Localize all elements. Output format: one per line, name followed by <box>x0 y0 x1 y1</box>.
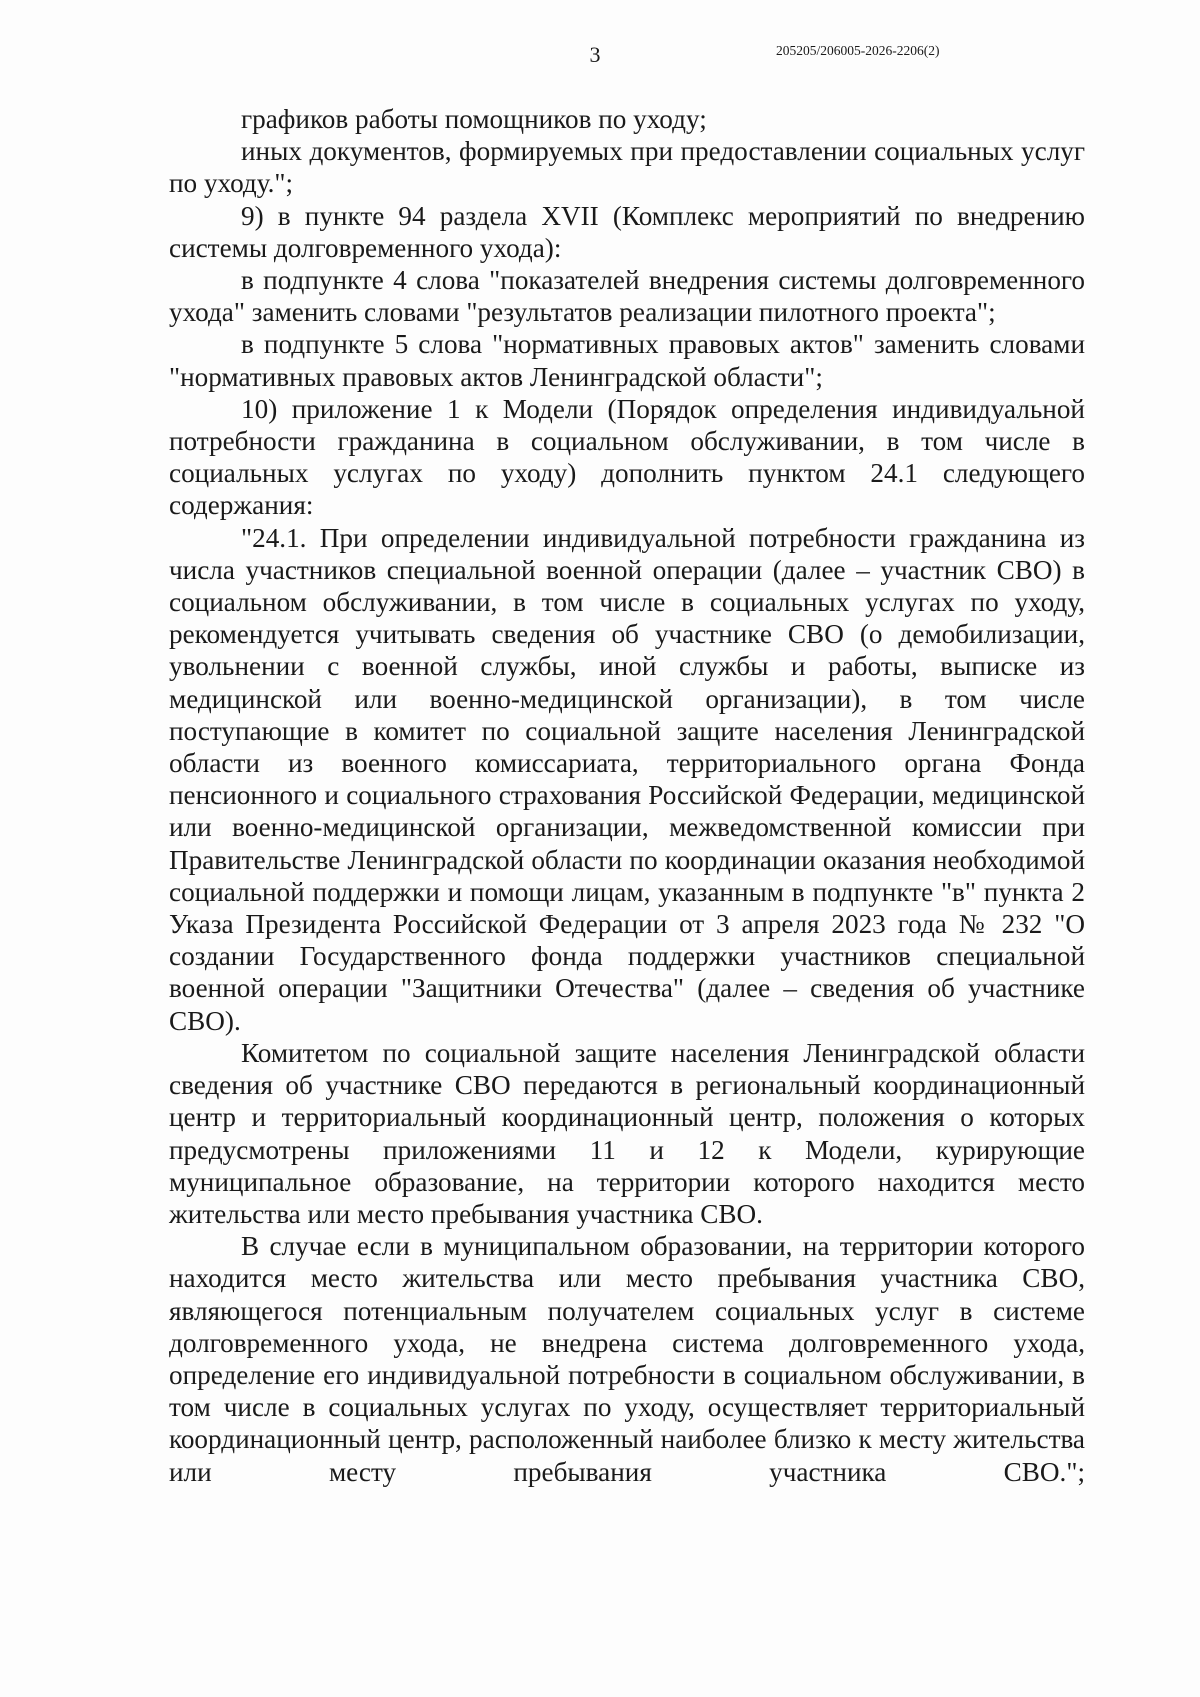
paragraph: графиков работы помощников по уходу; <box>241 104 707 134</box>
page-number: 3 <box>589 42 601 67</box>
paragraph: в подпункте 4 слова "показателей внедрения системы долговременного ухода" заменить словами "результатов реализации пилотного проекта"; <box>169 265 1085 328</box>
paragraph: 10) приложение 1 к Модели (Порядок определения индивидуальной потребности гражданина в социальном обслуживании, в том числе в социальных услугах по уходу) дополнить пунктом 24.1 следующего содержания: <box>169 393 1085 521</box>
paragraph: Комитетом по социальной защите населения Ленинградской области сведения об участнике СВО передаются в региональный координационный центр и территориальный координационный центр, положения о которых предусмотрены приложениями 11 и 12 к Модели, курирующие муниципальное образование, на территории которого находится место жительства или место пребывания участника СВО. <box>169 1037 1085 1229</box>
paragraph: "24.1. При определении индивидуальной потребности гражданина из числа участников специальной военной операции (далее – участник СВО) в социальном обслуживании, в том числе в социальных услугах по уходу, рекомендуется учитывать сведения об участнике СВО (о демобилизации, увольнении с военной службы, иной службы и работы, выписке из медицинской или военно-медицинской организации), в том числе поступающие в комитет по социальной защите населения Ленинградской области из военного комиссариата, территориального органа Фонда пенсионного и социального страхования Российской Федерации, медицинской или военно-медицинской организации, межведомственной комиссии при Правительстве Ленинградской области по координации оказания необходимой социальной поддержки и помощи лицам, указанным в подпункте "в" пункта 2 Указа Президента Российской Федерации от 3 апреля 2023 года № 232 "О создании Государственного фонда поддержки участников специальной военной операции "Защитники Отечества" (далее – сведения об участнике СВО). <box>169 522 1085 1036</box>
paragraph: В случае если в муниципальном образовании, на территории которого находится место жительства или место пребывания участника СВО, являющегося потенциальным получателем социальных услуг в системе долговременного ухода, не внедрена система долговременного ухода, определение его индивидуальной потребности в социальном обслуживании, в том числе в социальных услугах по уходу, осуществляет территориальный координационный центр, расположенный наиболее близко к месту жительства или месту пребывания участника СВО."; <box>169 1231 1085 1487</box>
document-id: 205205/206005-2026-2206(2) <box>776 43 940 58</box>
paragraph: в подпункте 5 слова "нормативных правовых актов" заменить словами "нормативных правовых актов Ленинградской области"; <box>169 329 1085 392</box>
paragraph: 9) в пункте 94 раздела XVII (Комплекс мероприятий по внедрению системы долговременного ухода): <box>169 200 1085 263</box>
paragraph: иных документов, формируемых при предоставлении социальных услуг по уходу."; <box>169 136 1085 199</box>
document-body <box>169 103 1085 1488</box>
